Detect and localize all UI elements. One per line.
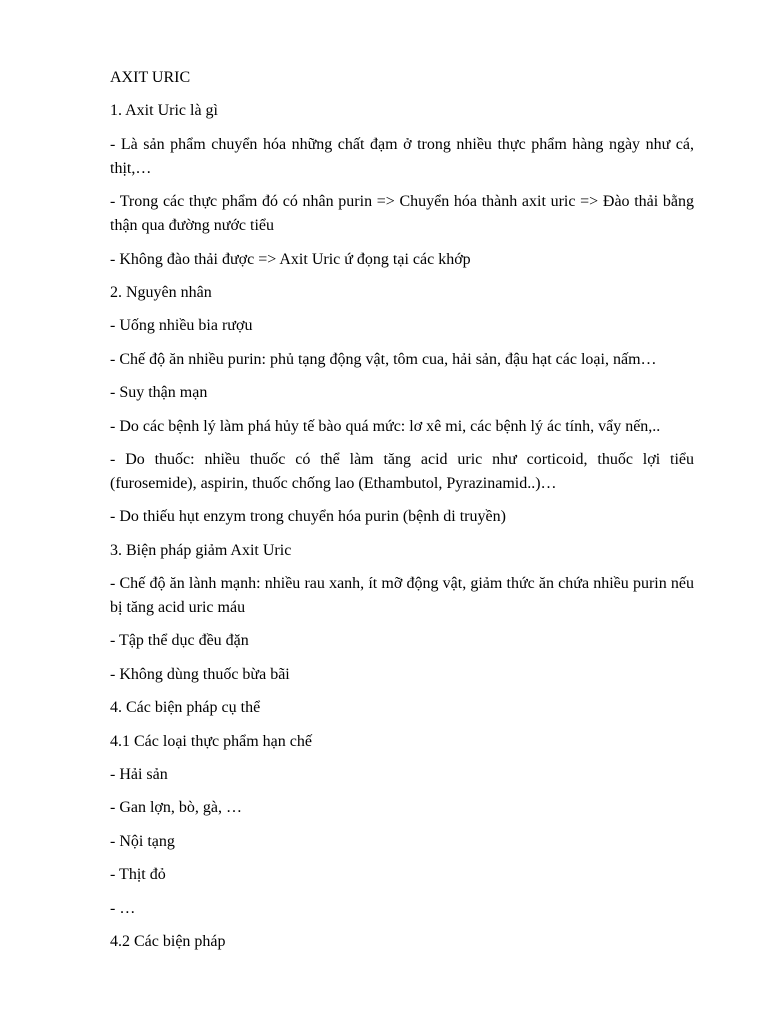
paragraph: - Tập thể dục đều đặn xyxy=(110,632,249,650)
section-heading: 3. Biện pháp giảm Axit Uric xyxy=(110,541,292,559)
paragraph: - Uống nhiều bia rượu xyxy=(110,317,253,335)
paragraph: - Là sản phẩm chuyển hóa những chất đạm ở trong nhiều thực phẩm hàng ngày như cá, thịt,… xyxy=(110,135,694,177)
paragraph: - Gan lợn, bò, gà, … xyxy=(110,799,242,817)
section-heading: 1. Axit Uric là gì xyxy=(110,102,218,120)
paragraph: - Hải sản xyxy=(110,766,168,784)
document-page xyxy=(110,66,694,963)
paragraph: - Thịt đỏ xyxy=(110,866,166,884)
paragraph: - Nội tạng xyxy=(110,832,175,850)
paragraph: - Do các bệnh lý làm phá hủy tế bào quá mức: lơ xê mi, các bệnh lý ác tính, vẩy nến,.. xyxy=(110,417,661,435)
subsection-heading: 4.2 Các biện pháp xyxy=(110,932,226,950)
paragraph: - Không đào thải được => Axit Uric ứ đọng tại các khớp xyxy=(110,250,471,268)
paragraph: - … xyxy=(110,899,136,917)
section-heading: 4. Các biện pháp cụ thể xyxy=(110,699,261,717)
paragraph: - Do thiếu hụt enzym trong chuyển hóa purin (bệnh di truyền) xyxy=(110,508,506,526)
paragraph: - Không dùng thuốc bừa bãi xyxy=(110,665,290,683)
paragraph: - Chế độ ăn lành mạnh: nhiều rau xanh, ít mỡ động vật, giảm thức ăn chứa nhiều purin nếu bị tăng acid uric máu xyxy=(110,575,694,617)
section-heading: 2. Nguyên nhân xyxy=(110,283,212,301)
subsection-heading: 4.1 Các loại thực phẩm hạn chế xyxy=(110,732,312,750)
paragraph: - Trong các thực phẩm đó có nhân purin => Chuyển hóa thành axit uric => Đào thải bằng thận qua đường nước tiểu xyxy=(110,193,694,235)
paragraph: - Do thuốc: nhiều thuốc có thể làm tăng acid uric như corticoid, thuốc lợi tiểu (furosemide), aspirin, thuốc chống lao (Ethambutol, Pyrazinamid..)… xyxy=(110,450,694,492)
paragraph: - Suy thận mạn xyxy=(110,384,208,402)
paragraph: - Chế độ ăn nhiều purin: phủ tạng động vật, tôm cua, hải sản, đậu hạt các loại, nấm… xyxy=(110,350,657,368)
document-title: AXIT URIC xyxy=(110,69,191,86)
